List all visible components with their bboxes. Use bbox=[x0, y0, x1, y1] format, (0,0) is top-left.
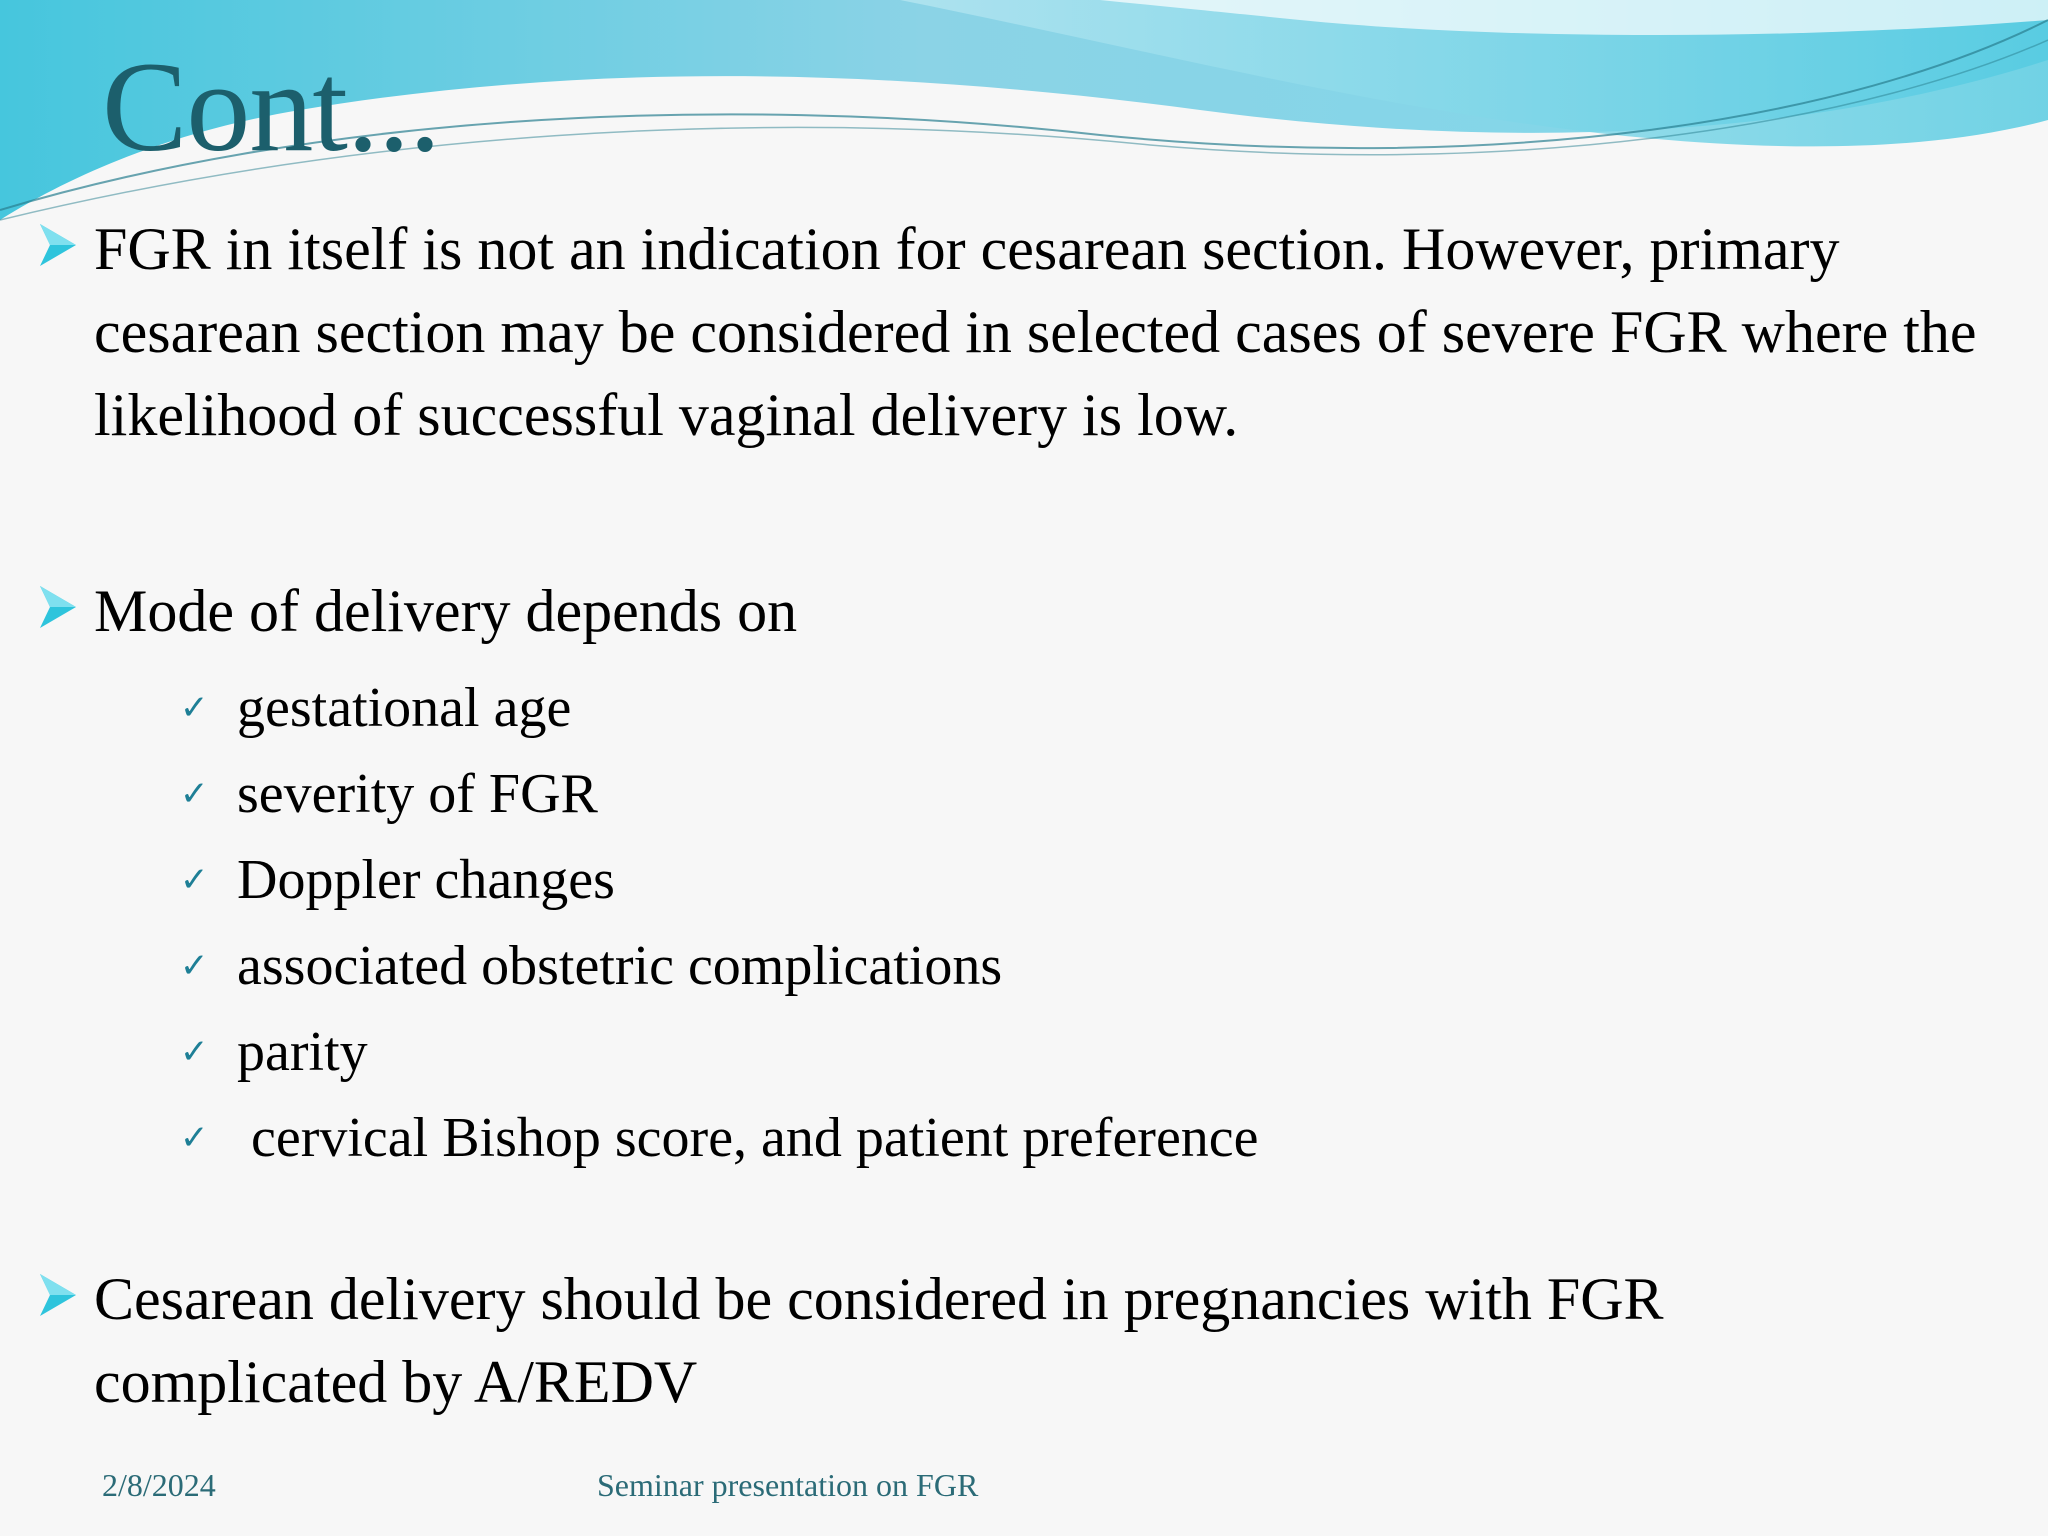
sub-item-text: gestational age bbox=[237, 677, 572, 739]
bullet-text: FGR in itself is not an indication for cesarean section. However, primary cesarean section may be considered in selected cases of severe FGR where the likelihood of successful vaginal delivery is low. bbox=[94, 216, 1977, 448]
footer-date: 2/8/2024 bbox=[102, 1467, 216, 1503]
sub-item-text: cervical Bishop score, and patient preference bbox=[237, 1107, 1259, 1169]
bullet-text: Cesarean delivery should be considered in pregnancies with FGR complicated by A/REDV bbox=[94, 1266, 1664, 1415]
sub-item-text: severity of FGR bbox=[237, 763, 598, 825]
checkmark-icon: ✓ bbox=[180, 688, 209, 728]
sub-item bbox=[180, 1095, 1259, 1181]
checkmark-icon: ✓ bbox=[180, 860, 209, 900]
arrow-bullet-icon bbox=[36, 220, 80, 270]
arrow-bullet-icon bbox=[36, 582, 80, 632]
footer-presentation-title: Seminar presentation on FGR bbox=[597, 1467, 979, 1503]
checkmark-icon: ✓ bbox=[180, 946, 209, 986]
bullet-mode-of-delivery bbox=[36, 570, 2026, 653]
sub-item bbox=[180, 1009, 1259, 1095]
arrow-bullet-icon bbox=[36, 1270, 80, 1320]
sub-item bbox=[180, 751, 1259, 837]
bullet-cesarean-indication bbox=[36, 208, 2026, 457]
sub-item-text: Doppler changes bbox=[237, 849, 615, 911]
bullet-cesarean-aredv bbox=[36, 1258, 1936, 1424]
sub-item-list bbox=[180, 665, 1259, 1181]
slide-title: Cont... bbox=[102, 36, 440, 178]
sub-item-text: associated obstetric complications bbox=[237, 935, 1003, 997]
sub-item bbox=[180, 665, 1259, 751]
checkmark-icon: ✓ bbox=[180, 1118, 209, 1158]
sub-item bbox=[180, 923, 1259, 1009]
sub-item bbox=[180, 837, 1259, 923]
checkmark-icon: ✓ bbox=[180, 774, 209, 814]
sub-item-text: parity bbox=[237, 1021, 368, 1083]
bullet-text: Mode of delivery depends on bbox=[94, 578, 798, 644]
checkmark-icon: ✓ bbox=[180, 1032, 209, 1072]
